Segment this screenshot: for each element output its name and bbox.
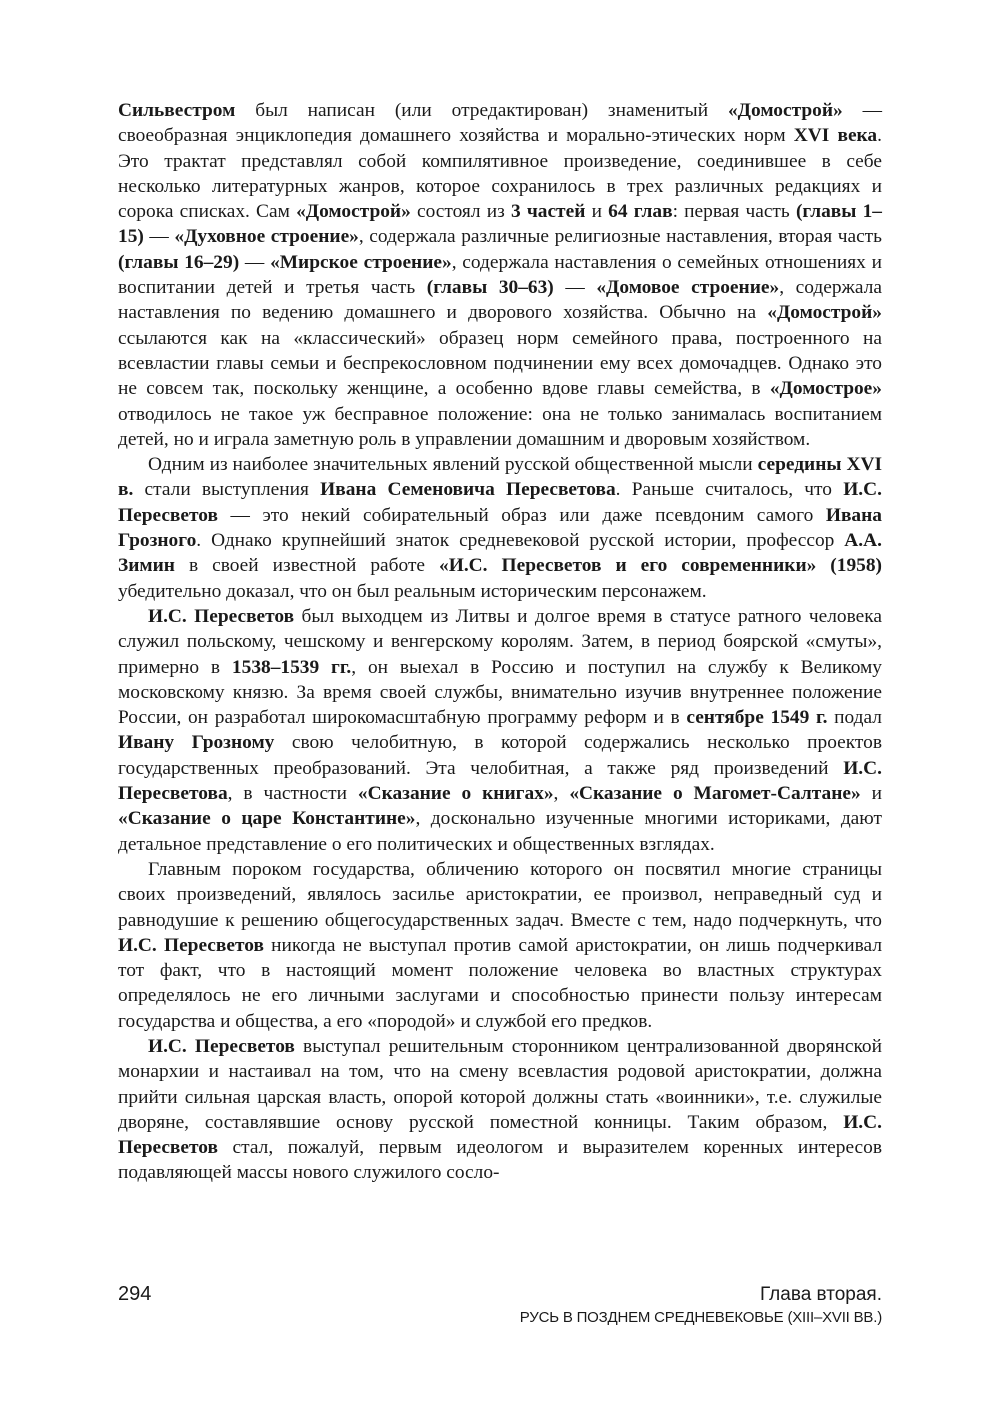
bold-text: «Сказание о книгах» [357, 783, 554, 805]
bold-text: Сильвестром [118, 100, 236, 121]
bold-text: «Домострой» [296, 201, 411, 223]
bold-text: «Домострое» [769, 378, 882, 400]
body-text [118, 98, 882, 1186]
text-run: , досконально изученные многими историками, дают детальное представление о его политических и общественных взглядах. [118, 808, 882, 855]
bold-text: 1538–1539 гг. [231, 656, 352, 678]
bold-text: Ивана Грозного [118, 504, 882, 552]
bold-text: «Домовое строение» [596, 277, 780, 299]
bold-text: И.С. Пересветов [148, 605, 295, 627]
bold-text: (главы 30–63) [426, 277, 554, 299]
bold-text: И.С. Пересветова [118, 757, 882, 805]
bold-text: И.С. Пересветов [118, 934, 264, 956]
bold-text: «Домострой» [727, 100, 843, 121]
text-run: — своеобразная энциклопедия домашнего хозяйства и морально-этических норм [118, 100, 882, 147]
text-run: , он выехал в Россию и поступил на службу к Великому московскому князю. За время своей службы, внимательно изучив внутреннее положение России, он разработал широкомасштабную программу реформ и в [118, 656, 882, 729]
text-run: убедительно доказал, что он был реальным историческим персонажем. [118, 580, 707, 602]
bold-text: И.С. Пересветов [118, 479, 882, 526]
bold-text: «Духовное строение» [174, 226, 359, 248]
text-run: свою челобитную, в которой содержались несколько проектов государственных преобразований. Эта челобитная, а также ряд произведений [118, 732, 882, 779]
text-run: , в частности [227, 783, 358, 805]
text-run: и [585, 201, 609, 223]
bold-text: И.С. Пересветов [148, 1035, 295, 1057]
text-run: состоял из [410, 201, 511, 223]
text-run: , [553, 783, 570, 805]
bold-text: «Сказание о Магомет-Салтане» [569, 783, 861, 805]
text-run: . Это трактат представлял собой компилятивное произведение, соединившее в себе несколько литературных жанров, которое сохранилось в трех различных редакциях и сорока списках. Сам [118, 125, 882, 223]
running-head [520, 1283, 882, 1329]
bold-text: XVI века [793, 125, 878, 147]
paragraph [118, 604, 882, 857]
section-title: РУСЬ В ПОЗДНЕМ СРЕДНЕВЕКОВЬЕ (XIII–XVII ВВ.) [519, 1309, 882, 1326]
text-run: стали выступления [133, 479, 321, 501]
bold-text: 64 глав [608, 201, 673, 223]
text-run: и [860, 783, 882, 805]
text-run: ссылаются как на «классический» образец норм семейного права, построенного на всевластии главы семьи и беспрекословном подчинении ему всех домочадцев. Однако это не совсем так, поскольку женщине, а особенно вдове главы семейства, в [118, 327, 882, 400]
text-run: , содержала различные религиозные наставления, вторая часть [358, 226, 882, 248]
bold-text: «Сказание о царе Константине» [118, 808, 416, 830]
bold-text: А.А. Зимин [118, 530, 882, 577]
text-run: — [143, 226, 175, 248]
text-run: — это некий собирательный образ или даже псевдоним самого [217, 504, 826, 526]
bold-text: «Домострой» [767, 302, 882, 324]
text-run: в своей известной работе [174, 555, 440, 577]
text-run: , содержала наставления о семейных отношениях и воспитании детей и третья часть [118, 251, 882, 299]
text-run: , содержала наставления по ведению домашнего и дворового хозяйства. Обычно на [118, 277, 882, 324]
bold-text: (главы 1–15) [118, 201, 882, 248]
paragraph [118, 1034, 882, 1186]
text-run: — [553, 277, 597, 299]
text-run: — [239, 251, 271, 273]
chapter-title: Глава вторая. [759, 1284, 882, 1305]
bold-text: «И.С. Пересветов и его современники» (1958) [439, 555, 883, 577]
bold-text: середины XVI в. [118, 454, 882, 501]
text-run: никогда не выступал против самой аристократии, он лишь подчеркивал тот факт, что в настоящий момент положение человека во властных структурах определялось не его личными заслугами и способностью принести пользу интересам государства и общества, а его «породой» и службой его предков. [118, 934, 882, 1032]
text-run: был выходцем из Литвы и долгое время в статусе ратного человека служил польскому, чешскому и венгерскому королям. Затем, в период боярской «смуты», примерно в [118, 605, 882, 678]
bold-text: Ивану Грозному [118, 732, 275, 754]
bold-text: 3 частей [510, 201, 586, 223]
paragraph [118, 857, 882, 1034]
text-run: отводилось не такое уж бесправное положение: она не только занималась воспитанием детей, но и играла заметную роль в управлении домашним и дворовым хозяйством. [118, 403, 882, 450]
bold-text: Ивана Семеновича Пересветова [320, 479, 616, 501]
text-run: . Однако крупнейший знаток средневековой русской истории, профессор [196, 530, 845, 552]
text-run: : первая часть [672, 201, 796, 223]
page-number: 294 [118, 1283, 152, 1305]
bold-text: «Мирское строение» [270, 251, 452, 273]
text-run: . Раньше считалось, что [615, 479, 844, 501]
paragraph [118, 452, 882, 604]
bold-text: (главы 16–29) [118, 251, 240, 273]
text-run: подал [827, 707, 882, 729]
text-run: стал, пожалуй, первым идеологом и выразителем коренных интересов подавляющей массы нового служилого сосло- [118, 1137, 882, 1184]
text-run: выступал решительным сторонником централизованной дворянской монархии и настаивал на том, что на смену всевластия родовой аристократии, должна прийти сильная царская власть, опорой которой должны стать «воинники», т.е. служилые дворяне, составлявшие основу русской поместной конницы. Таким образом, [118, 1035, 882, 1133]
bold-text: И.С. Пересветов [118, 1111, 882, 1159]
text-run: Одним из наиболее значительных явлений русской общественной мысли [148, 454, 758, 476]
paragraph [118, 98, 882, 452]
bold-text: сентябре 1549 г. [686, 707, 828, 729]
text-run: Главным пороком государства, обличению которого он посвятил многие страницы своих произведений, являлось засилье аристократии, ее произвол, неправедный суд и равнодушие к решению общегосударственных задач. Вместе с тем, надо подчеркнуть, что [118, 858, 882, 931]
text-run: был написан (или отредактирован) знаменитый [235, 100, 728, 121]
